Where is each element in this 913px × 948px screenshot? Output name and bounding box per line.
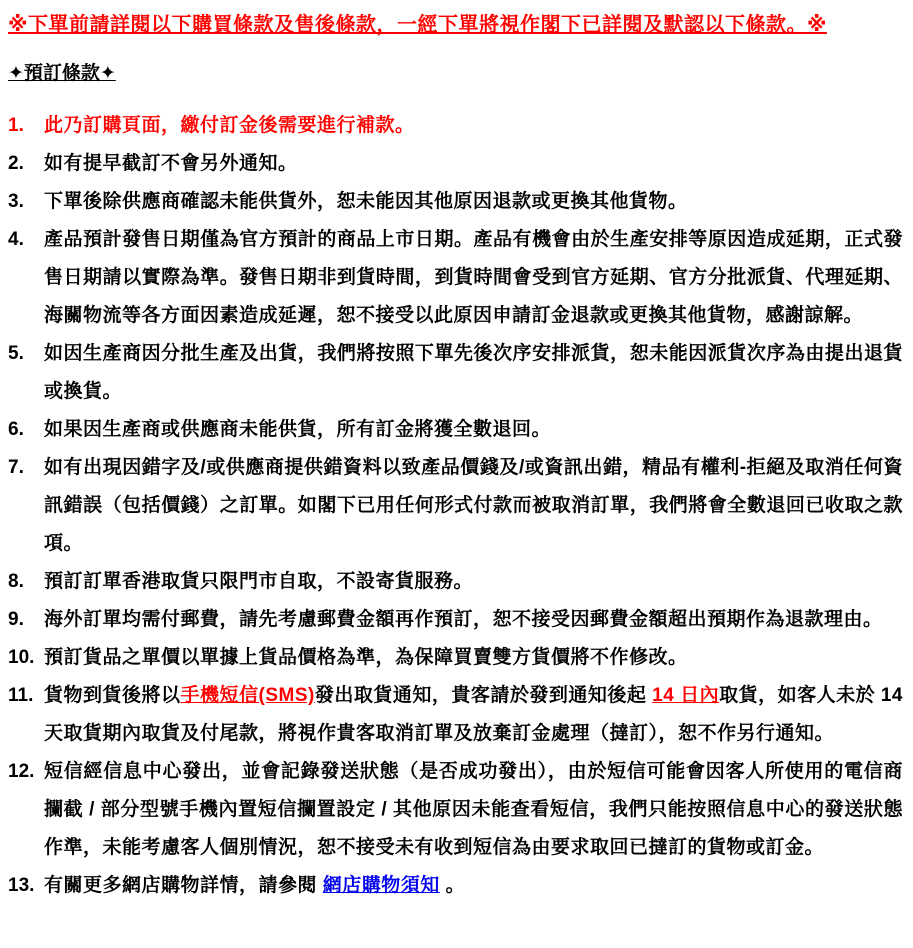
term-item	[8, 639, 903, 677]
term-item	[8, 563, 903, 601]
term-text-segment: 海外訂單均需付郵費，請先考慮郵費金額再作預訂，恕不接受因郵費金額超出預期作為退款理由。	[44, 609, 883, 630]
term-text-segment: 貨物到貨後將以	[44, 685, 181, 706]
term-text	[44, 183, 903, 221]
term-text	[44, 867, 903, 905]
term-item	[8, 221, 903, 335]
term-text-segment: 發出取貨通知，貴客請於發到通知後起	[314, 685, 653, 706]
term-text-segment: 手機短信(SMS)	[180, 685, 315, 706]
term-text-segment: 預訂貨品之單價以單據上貨品價格為準，為保障買賣雙方貨價將不作修改。	[44, 647, 688, 668]
term-text	[44, 335, 903, 411]
term-number: 5.	[8, 343, 24, 364]
term-number: 3.	[8, 191, 24, 212]
term-text-segment: 短信經信息中心發出，並會記錄發送狀態（是否成功發出），由於短信可能會因客人所使用的電信商攔截 / 部分型號手機內置短信攔置設定 / 其他原因未能查看短信，我們只能按照信息中心的發送狀態作準，未能考慮客人個別情況，恕不接受未有收到短信為由要求取回已撻訂的貨物或訂金。	[44, 761, 903, 858]
term-item	[8, 145, 903, 183]
term-item	[8, 867, 903, 905]
term-number: 10.	[8, 647, 35, 668]
term-number: 9.	[8, 609, 24, 630]
term-text-segment: 如有出現因錯字及/或供應商提供錯資料以致產品價錢及/或資訊出錯，精品有權利-拒絕及取消任何資訊錯誤（包括價錢）之訂單。如閣下已用任何形式付款而被取消訂單，我們將會全數退回已收取之款項。	[44, 457, 903, 554]
term-item	[8, 449, 903, 563]
term-text	[44, 449, 903, 563]
term-text	[44, 107, 903, 145]
term-text-segment: 取貨，如客人未於 14 天取貨期內取貨及付尾款，將視作貴客取消訂單及放棄訂金處理（撻訂），恕不作另行通知。	[44, 685, 903, 744]
term-text-segment: 此乃訂購頁面，繳付訂金後需要進行補款。	[44, 115, 415, 136]
term-text-segment: 。	[439, 875, 466, 896]
term-item	[8, 411, 903, 449]
term-item	[8, 677, 903, 753]
term-text	[44, 601, 903, 639]
term-text	[44, 563, 903, 601]
term-text-segment: 如有提早截訂不會另外通知。	[44, 153, 298, 174]
term-item	[8, 601, 903, 639]
term-text-segment: 產品預計發售日期僅為官方預計的商品上市日期。產品有機會由於生產安排等原因造成延期，正式發售日期請以實際為準。發售日期非到貨時間，到貨時間會受到官方延期、官方分批派貨、代理延期、海關物流等各方面因素造成延遲，恕不接受以此原因申請訂金退款或更換其他貨物，感謝諒解。	[44, 229, 903, 326]
term-number: 11.	[8, 685, 34, 706]
term-text	[44, 145, 903, 183]
term-item	[8, 335, 903, 411]
shop-notice-link[interactable]: 網店購物須知	[322, 875, 440, 896]
term-number: 13.	[8, 875, 35, 896]
term-text	[44, 411, 903, 449]
term-number: 12.	[8, 761, 35, 782]
section-header-preorder-terms: ✦預訂條款✦	[8, 63, 116, 84]
term-number: 4.	[8, 229, 24, 250]
term-item	[8, 107, 903, 145]
term-text-segment: 如因生產商因分批生產及出貨，我們將按照下單先後次序安排派貨，恕未能因派貨次序為由提出退貨或換貨。	[44, 343, 903, 402]
term-number: 7.	[8, 457, 24, 478]
term-number: 1.	[8, 115, 24, 136]
term-number: 6.	[8, 419, 24, 440]
term-text-segment: 14 日內	[652, 685, 720, 706]
term-text	[44, 221, 903, 335]
term-text	[44, 639, 903, 677]
term-text-segment: 下單後除供應商確認未能供貨外，恕未能因其他原因退款或更換其他貨物。	[44, 191, 688, 212]
term-text-segment: 有關更多網店購物詳情，請參閱	[44, 875, 323, 896]
terms-list	[8, 107, 903, 905]
term-number: 8.	[8, 571, 24, 592]
term-text-segment: 預訂訂單香港取貨只限門市自取，不設寄貨服務。	[44, 571, 474, 592]
term-text-segment: 如果因生產商或供應商未能供貨，所有訂金將獲全數退回。	[44, 419, 552, 440]
page-title: ※下單前請詳閱以下購買條款及售後條款，一經下單將視作閣下已詳閱及默認以下條款。※	[8, 14, 827, 36]
term-text	[44, 677, 903, 753]
term-item	[8, 753, 903, 867]
term-text	[44, 753, 903, 867]
term-item	[8, 183, 903, 221]
term-number: 2.	[8, 153, 24, 174]
